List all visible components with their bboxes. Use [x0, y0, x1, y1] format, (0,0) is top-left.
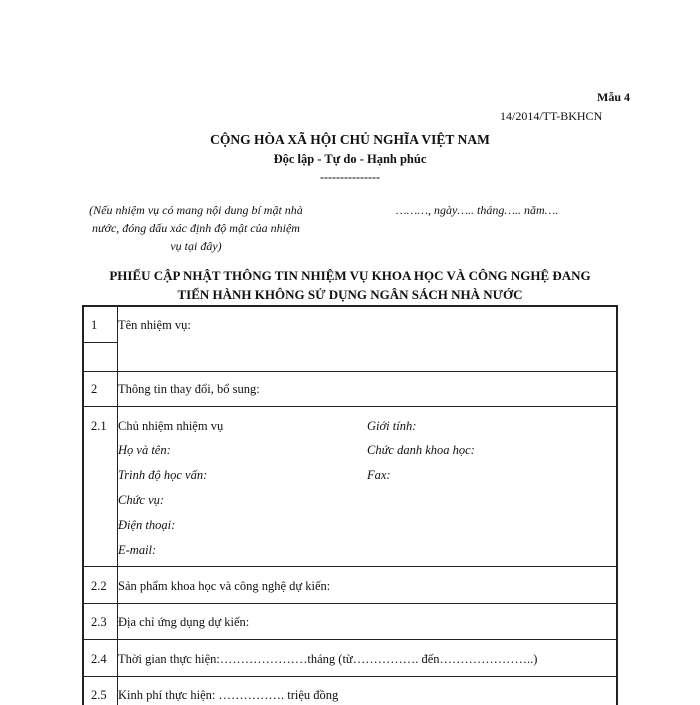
row-divider — [84, 639, 616, 640]
row-2-5-label: Kinh phí thực hiện: ……………. triệu đồng — [118, 688, 339, 702]
row-divider — [84, 566, 616, 567]
row-2-4-label: Thời gian thực hiện:…………………tháng (từ……………. đến…………………..) — [118, 652, 538, 666]
national-motto: Độc lập - Tự do - Hạnh phúc — [273, 152, 427, 166]
row-1-label: Tên nhiệm vụ: — [118, 318, 191, 332]
circular-code: 14/2014/TT-BKHCN — [500, 109, 603, 123]
row-divider — [84, 676, 616, 677]
education-field: Trình độ học vấn: — [118, 468, 208, 482]
row-2-3-label: Địa chỉ ứng dụng dự kiến: — [118, 615, 250, 629]
full-name-field: Họ và tên: — [118, 443, 171, 457]
academic-title-field: Chức danh khoa học: — [367, 443, 475, 457]
header-divider: --------------- — [320, 170, 380, 184]
row-2-1-label: Chủ nhiệm nhiệm vụ — [118, 419, 224, 433]
row-2-label: Thông tin thay đổi, bổ sung: — [118, 382, 260, 396]
form-title-line1: PHIẾU CẬP NHẬT THÔNG TIN NHIỆM VỤ KHOA HỌC VÀ CÔNG NGHỆ ĐANG — [109, 268, 591, 283]
row-2-number: 2 — [91, 382, 98, 396]
row-2-5-number: 2.5 — [91, 688, 107, 702]
fax-field: Fax: — [367, 468, 391, 482]
email-field: E-mail: — [118, 543, 157, 557]
national-title: CỘNG HÒA XÃ HỘI CHỦ NGHĨA VIỆT NAM — [210, 132, 490, 147]
info-table — [82, 305, 618, 705]
row-2-2-number: 2.2 — [91, 579, 107, 593]
row-2-3-number: 2.3 — [91, 615, 107, 629]
row-divider — [84, 342, 117, 343]
form-title-line2: TIẾN HÀNH KHÔNG SỬ DỤNG NGÂN SÁCH NHÀ NƯỚC — [177, 287, 523, 302]
security-note: (Nếu nhiệm vụ có mang nội dung bí mật nhà nước, đóng dấu xác định độ mật của nhiệm vụ tại đây) — [89, 203, 303, 253]
row-2-2-label: Sản phẩm khoa học và công nghệ dự kiến: — [118, 579, 331, 593]
row-2-1-number: 2.1 — [91, 419, 107, 433]
row-1-number: 1 — [91, 318, 98, 332]
phone-field: Điện thoại: — [118, 518, 176, 532]
row-divider — [84, 406, 616, 407]
gender-field: Giới tính: — [367, 419, 417, 433]
position-field: Chức vụ: — [118, 493, 165, 507]
form-number: Mẫu 4 — [597, 90, 630, 104]
row-divider — [84, 371, 616, 372]
date-line: ………, ngày….. tháng….. năm…. — [396, 203, 559, 217]
row-divider — [84, 603, 616, 604]
row-2-4-number: 2.4 — [91, 652, 107, 666]
